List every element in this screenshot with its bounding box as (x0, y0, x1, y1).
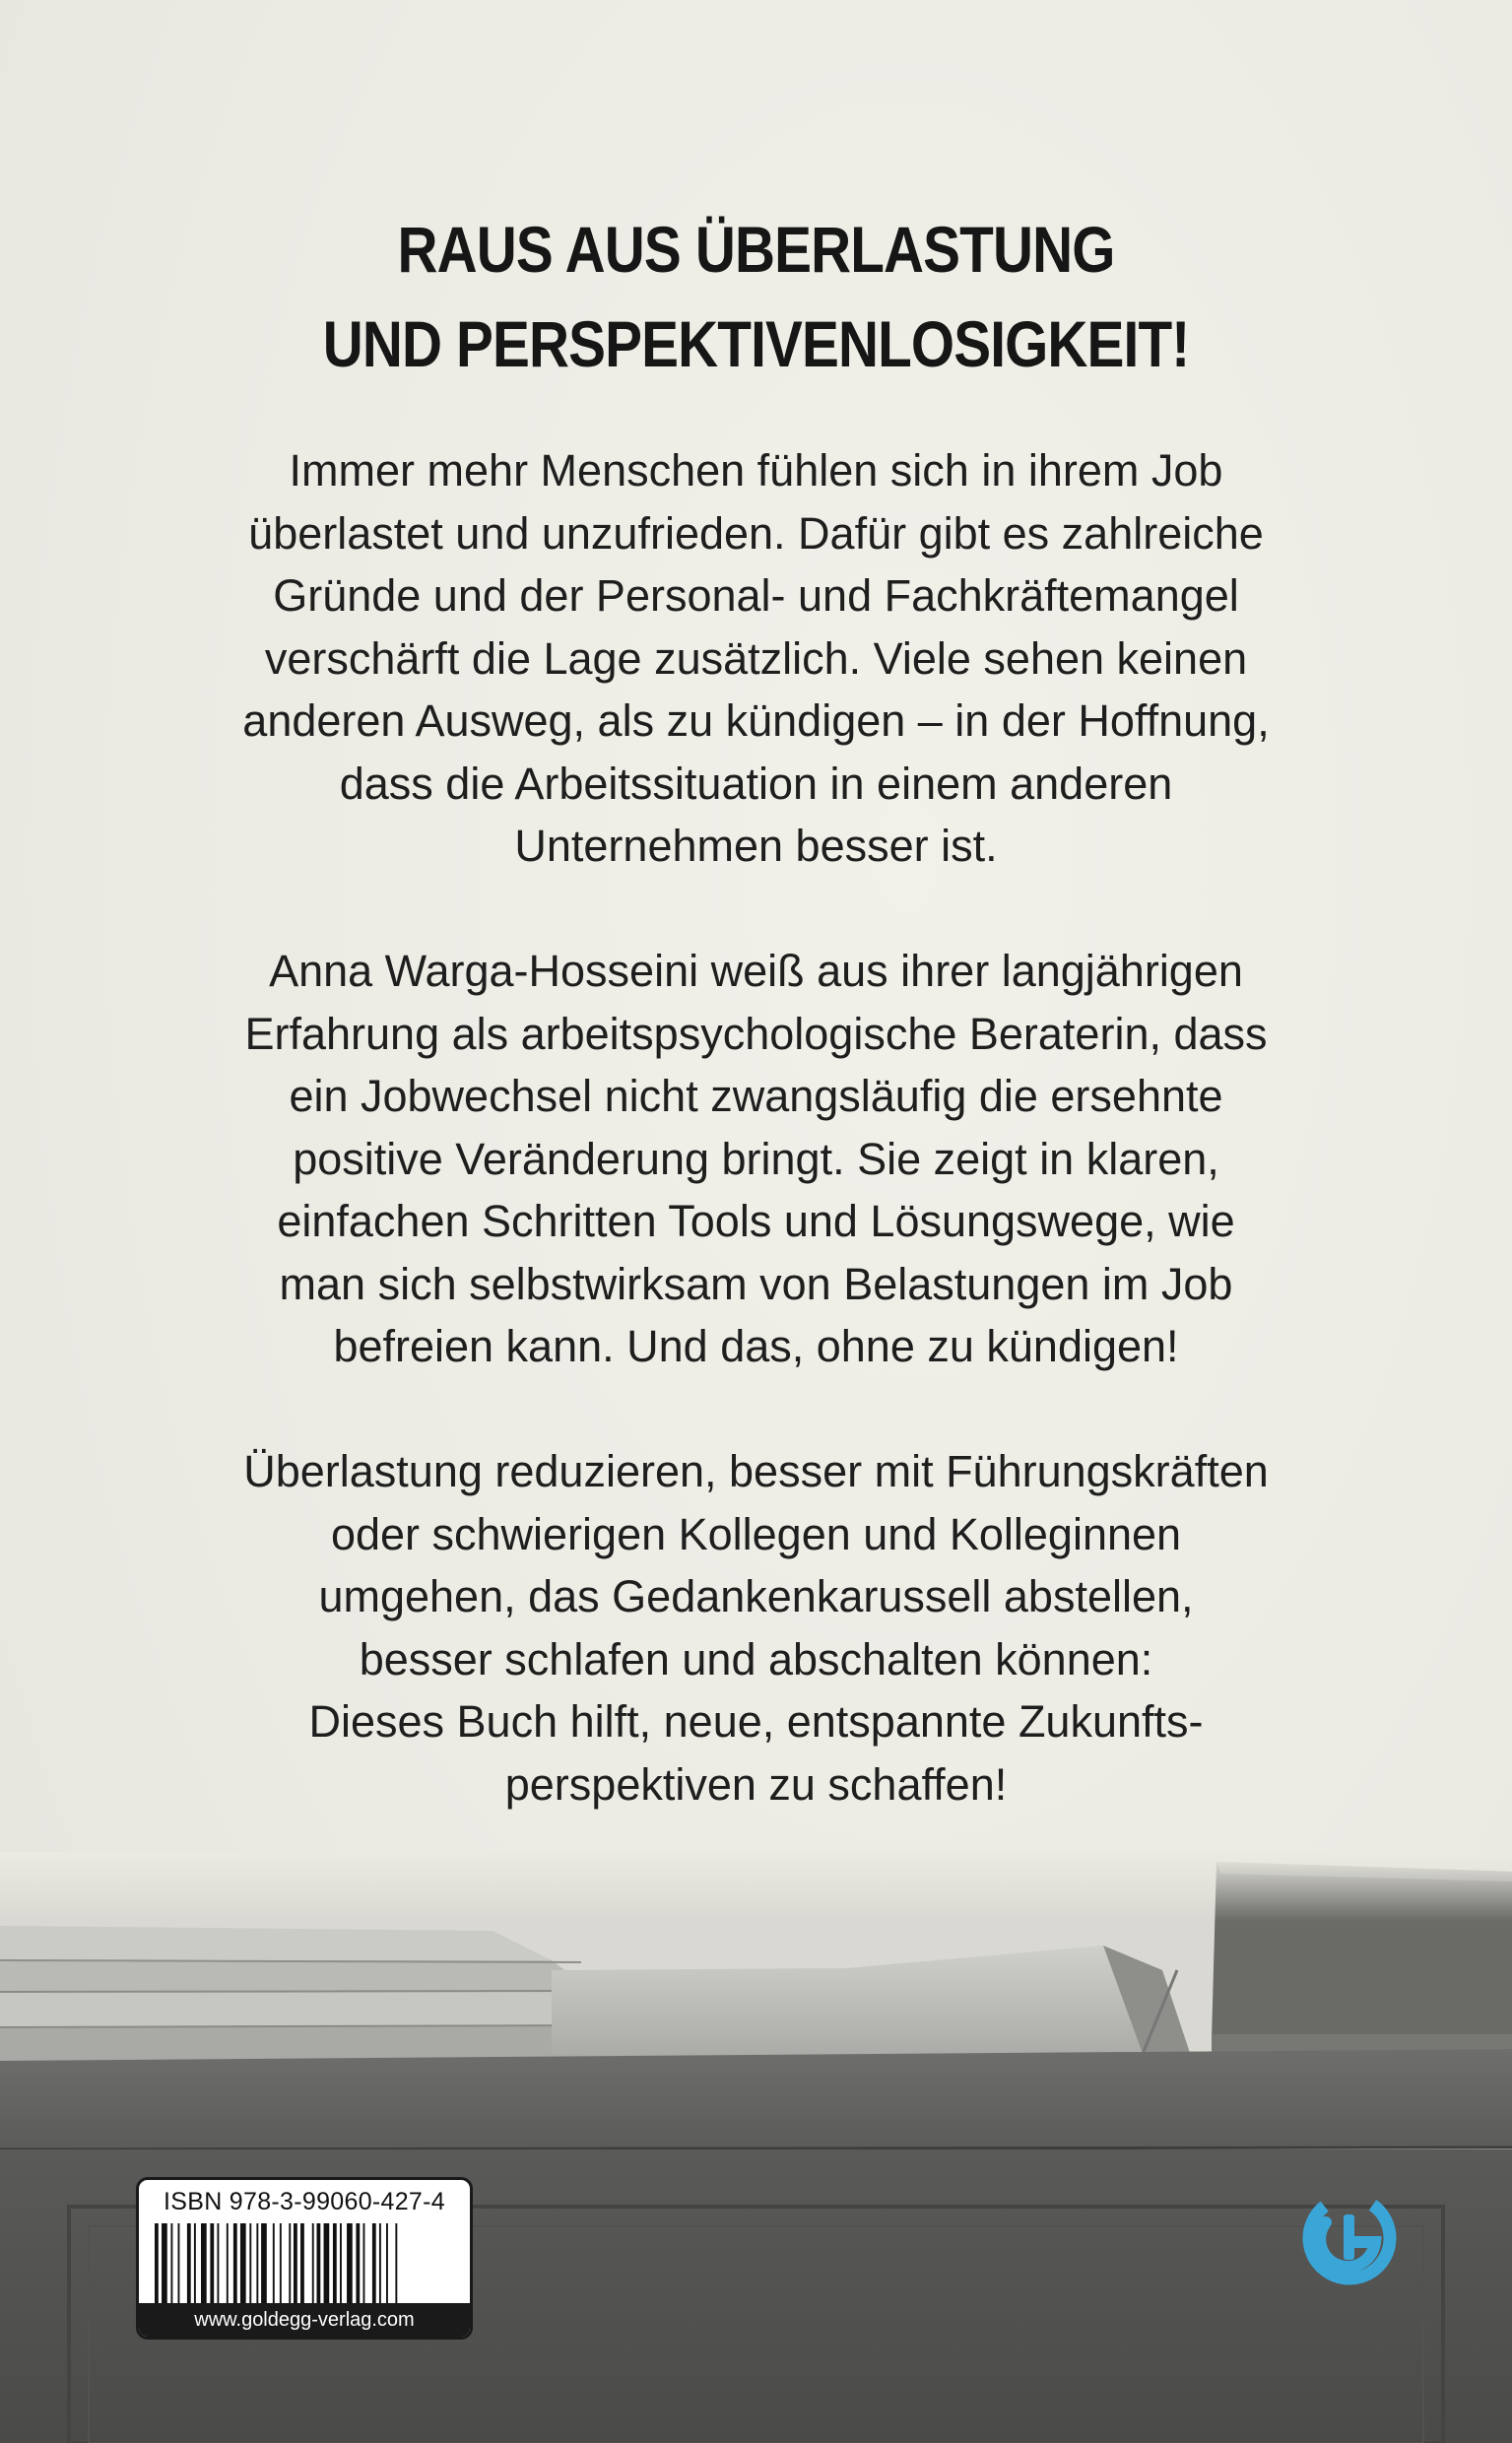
headline (105, 202, 1406, 391)
barcode-bar (300, 2223, 304, 2306)
text-line: oder schwierigen Kollegen und Kolleginnen (330, 1508, 1182, 1559)
barcode-bar (386, 2223, 388, 2306)
text-line: Unternehmen besser ist. (514, 821, 998, 871)
barcode-bar (155, 2223, 159, 2306)
text-line: Dieses Buch hilft, neue, entspannte Zukunfts- (308, 1696, 1204, 1747)
barcode-bar (379, 2223, 381, 2306)
barcode-bar (249, 2223, 251, 2306)
text-line: dass die Arbeitssituation in einem anderen (339, 758, 1173, 809)
text-line: besser schlafen und abschalten können: (359, 1633, 1153, 1684)
barcode-bar (178, 2223, 180, 2306)
barcode-bar (227, 2223, 229, 2306)
barcode-bar (273, 2223, 275, 2306)
goldegg-logo-icon (1296, 2185, 1403, 2291)
barcode-bar (317, 2223, 321, 2306)
barcode-bar (294, 2223, 297, 2306)
paragraph-intro (167, 439, 1345, 878)
barcode-bar (363, 2223, 365, 2306)
barcode-bar (347, 2223, 353, 2306)
text-line: perspektiven zu schaffen! (504, 1758, 1008, 1810)
barcode-bar (372, 2223, 376, 2306)
barcode-bar (324, 2223, 330, 2306)
barcode-bar (217, 2223, 219, 2306)
barcode-bar (240, 2223, 246, 2306)
barcode-bar (261, 2223, 267, 2306)
text-line: Immer mehr Menschen fühlen sich in ihrem Job (289, 445, 1223, 495)
text-line: Erfahrung als arbeitspsychologische Beraterin, dass (244, 1008, 1268, 1059)
paragraph-author (167, 940, 1345, 1378)
barcode-bar (312, 2223, 314, 2306)
barcode-bar (256, 2223, 258, 2306)
barcode-bar (289, 2223, 291, 2306)
barcode-bar (233, 2223, 237, 2306)
text-line: positive Veränderung bringt. Sie zeigt in klaren, (293, 1133, 1219, 1184)
text-line: überlastet und unzufrieden. Dafür gibt es zahlreiche (248, 507, 1264, 559)
barcode-bar (187, 2223, 191, 2306)
text-line: Überlastung reduzieren, besser mit Führungskräften (243, 1446, 1269, 1496)
text-line: befreien kann. Und das, ohne zu kündigen! (333, 1321, 1179, 1371)
text-line: anderen Ausweg, als zu kündigen – in der Hoffnung, (242, 695, 1270, 746)
barcode-bar (280, 2223, 282, 2306)
barcode-bar (201, 2223, 207, 2306)
text-line: Anna Warga-Hosseini weiß aus ihrer langjährigen (269, 946, 1243, 996)
paragraph-benefits (167, 1440, 1345, 1816)
text-line: verschärft die Lage zusätzlich. Viele sehen keinen (264, 632, 1248, 684)
text-line: einfachen Schritten Tools und Lösungswege, wie (277, 1196, 1235, 1246)
publisher-url: www.goldegg-verlag.com (139, 2303, 470, 2337)
barcode-bar (194, 2223, 196, 2306)
barcode-bar (210, 2223, 214, 2306)
headline-line-1: RAUS AUS ÜBERLASTUNG (397, 213, 1115, 286)
barcode-bar (333, 2223, 337, 2306)
barcode-bar (162, 2223, 167, 2306)
barcode-bar (395, 2223, 397, 2306)
barcode-bar (356, 2223, 360, 2306)
text-line: umgehen, das Gedankenkarussell abstellen, (318, 1571, 1194, 1621)
desk-photo (0, 1852, 1512, 2443)
isbn-number: ISBN 978-3-99060-427-4 (164, 2188, 445, 2215)
text-line: Gründe und der Personal- und Fachkräftemangel (273, 570, 1239, 621)
barcode-bar (170, 2223, 172, 2306)
barcode-bars (155, 2223, 454, 2306)
text-line: ein Jobwechsel nicht zwangsläufig die ersehnte (289, 1071, 1223, 1121)
headline-line-2: UND PERSPEKTIVENLOSIGKEIT! (322, 307, 1190, 380)
text-line: man sich selbstwirksam von Belastungen im Job (279, 1258, 1233, 1309)
barcode-bar (340, 2223, 342, 2306)
isbn-barcode (136, 2177, 473, 2340)
